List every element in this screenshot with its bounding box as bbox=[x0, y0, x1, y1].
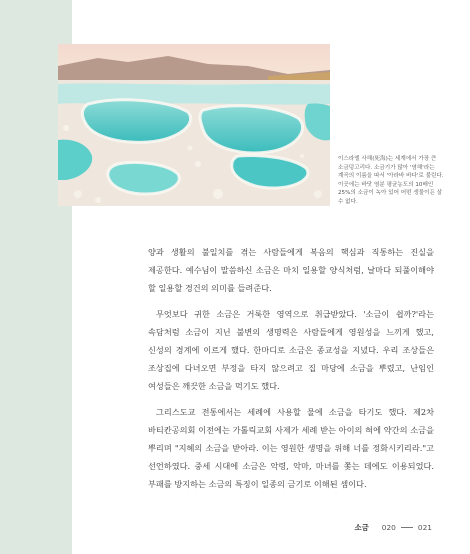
paragraph: 양과 생활의 불일치를 겪는 사람들에게 복음의 핵심과 직통하는 진실을 제공한다. 예수님이 말씀하신 소금은 마치 일용할 양식처럼, 날마다 되풀이해야 할 일용할 경건의 의미를 들려준다. bbox=[148, 247, 434, 293]
body-text bbox=[148, 243, 434, 501]
salt-formations-photo-icon bbox=[58, 44, 330, 206]
page-number-left: 020 bbox=[381, 523, 396, 532]
chapter-label: 소금 bbox=[354, 523, 369, 532]
paragraph: 그리스도교 전통에서는 세례에 사용할 물에 소금을 타기도 했다. 제2차 바티칸공의회 이전에는 가톨릭교회 사제가 세례 받는 아이의 혀에 약간의 소금을 뿌리며 "지혜의 소금을 받아라. 이는 영원한 생명을 위해 너를 정화시키리라."고 선언하였다. 중세 시대에 소금은 악령, 악마, 마녀를 쫓는 데에도 이용되었다. 부패를 방지하는 소금의 특징이 일종의 금기로 이해된 셈이다. bbox=[148, 407, 434, 489]
page-separator bbox=[401, 527, 413, 528]
page-number-right: 021 bbox=[417, 523, 432, 532]
paragraph: 무엇보다 귀한 소금은 거룩한 영역으로 취급받았다. '소금이 쉽까?'라는 속담처럼 소금이 지닌 불변의 생명력은 사람들에게 영원성을 느끼게 했고, 신성의 경계에 이르게 했다. 한마디로 소금은 종교성을 지녔다. 우리 조상들은 조상집에 다녀오면 부정을 타지 않으려고 집 마당에 소금을 뿌렸고, 난임인 여성들은 깨끗한 소금을 먹기도 했다. bbox=[148, 309, 434, 391]
photo-caption: 이스라엘 사해(死海)는 세계에서 가장 큰 소금덩고리다. 소금기가 많아 '염해'라는 계곡의 이름을 따서 '아라바 바다'로 불린다. 이곳에는 바닷 염분 평균농도의 10배인 25%의 소금이 녹아 있어 어떤 생물이든 살 수 없다. bbox=[338, 156, 444, 205]
dead-sea-photo bbox=[58, 44, 330, 206]
page-footer bbox=[355, 522, 433, 533]
